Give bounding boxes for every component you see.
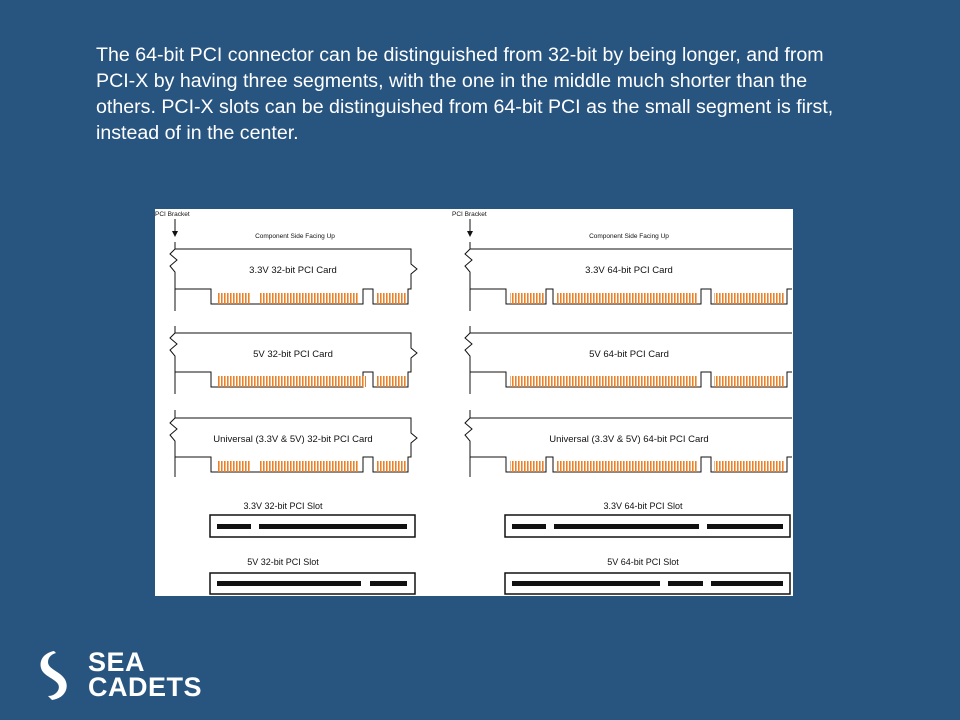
card-universal-64bit: [465, 410, 792, 477]
sea-cadets-logo: [36, 648, 216, 704]
logo-wordmark: [88, 647, 203, 702]
card-5v-32bit: [170, 326, 417, 394]
bracket-arrow-icon: [467, 231, 473, 237]
logo-swoosh-icon: [36, 648, 84, 702]
card-label: 3.3V 32-bit PCI Card: [249, 265, 337, 276]
card-label: 3.3V 64-bit PCI Card: [585, 265, 673, 276]
slot-label: 3.3V 64-bit PCI Slot: [603, 501, 683, 511]
pci-bracket-label-left: PCI Bracket: [155, 211, 190, 218]
pci-diagram-svg: [155, 209, 793, 596]
bracket-arrow-icon: [172, 231, 178, 237]
card-label: 5V 64-bit PCI Card: [589, 349, 669, 360]
slot-3v3-32bit: [210, 501, 415, 537]
card-label: Universal (3.3V & 5V) 32-bit PCI Card: [213, 434, 373, 445]
slot-5v-64bit: [505, 557, 790, 594]
slot-3v3-64bit: [505, 501, 790, 537]
slot-label: 5V 32-bit PCI Slot: [247, 557, 319, 567]
pci-card-slot-diagram: [155, 209, 793, 596]
logo-line-2: CADETS: [88, 672, 203, 702]
card-3v3-64bit: [465, 242, 792, 311]
description-paragraph: The 64-bit PCI connector can be distinguished from 32-bit by being longer, and from PCI-X by having three segments, with the one in the middle much shorter than the others. PCI-X slots can be distinguished from 64-bit PCI as the small segment is first, instead of in the center.: [96, 44, 834, 144]
component-side-label-left: Component Side Facing Up: [255, 233, 335, 240]
component-side-label-right: Component Side Facing Up: [589, 233, 669, 240]
slot-5v-32bit: [210, 557, 415, 594]
card-label: 5V 32-bit PCI Card: [253, 349, 333, 360]
slot-label: 3.3V 32-bit PCI Slot: [243, 501, 323, 511]
card-universal-32bit: [170, 410, 417, 477]
pci-bracket-label-right: PCI Bracket: [452, 211, 487, 218]
card-5v-64bit: [465, 326, 792, 394]
card-3v3-32bit: [170, 242, 417, 311]
logo-line-1: SEA: [88, 647, 146, 677]
card-label: Universal (3.3V & 5V) 64-bit PCI Card: [549, 434, 709, 445]
slot-label: 5V 64-bit PCI Slot: [607, 557, 679, 567]
